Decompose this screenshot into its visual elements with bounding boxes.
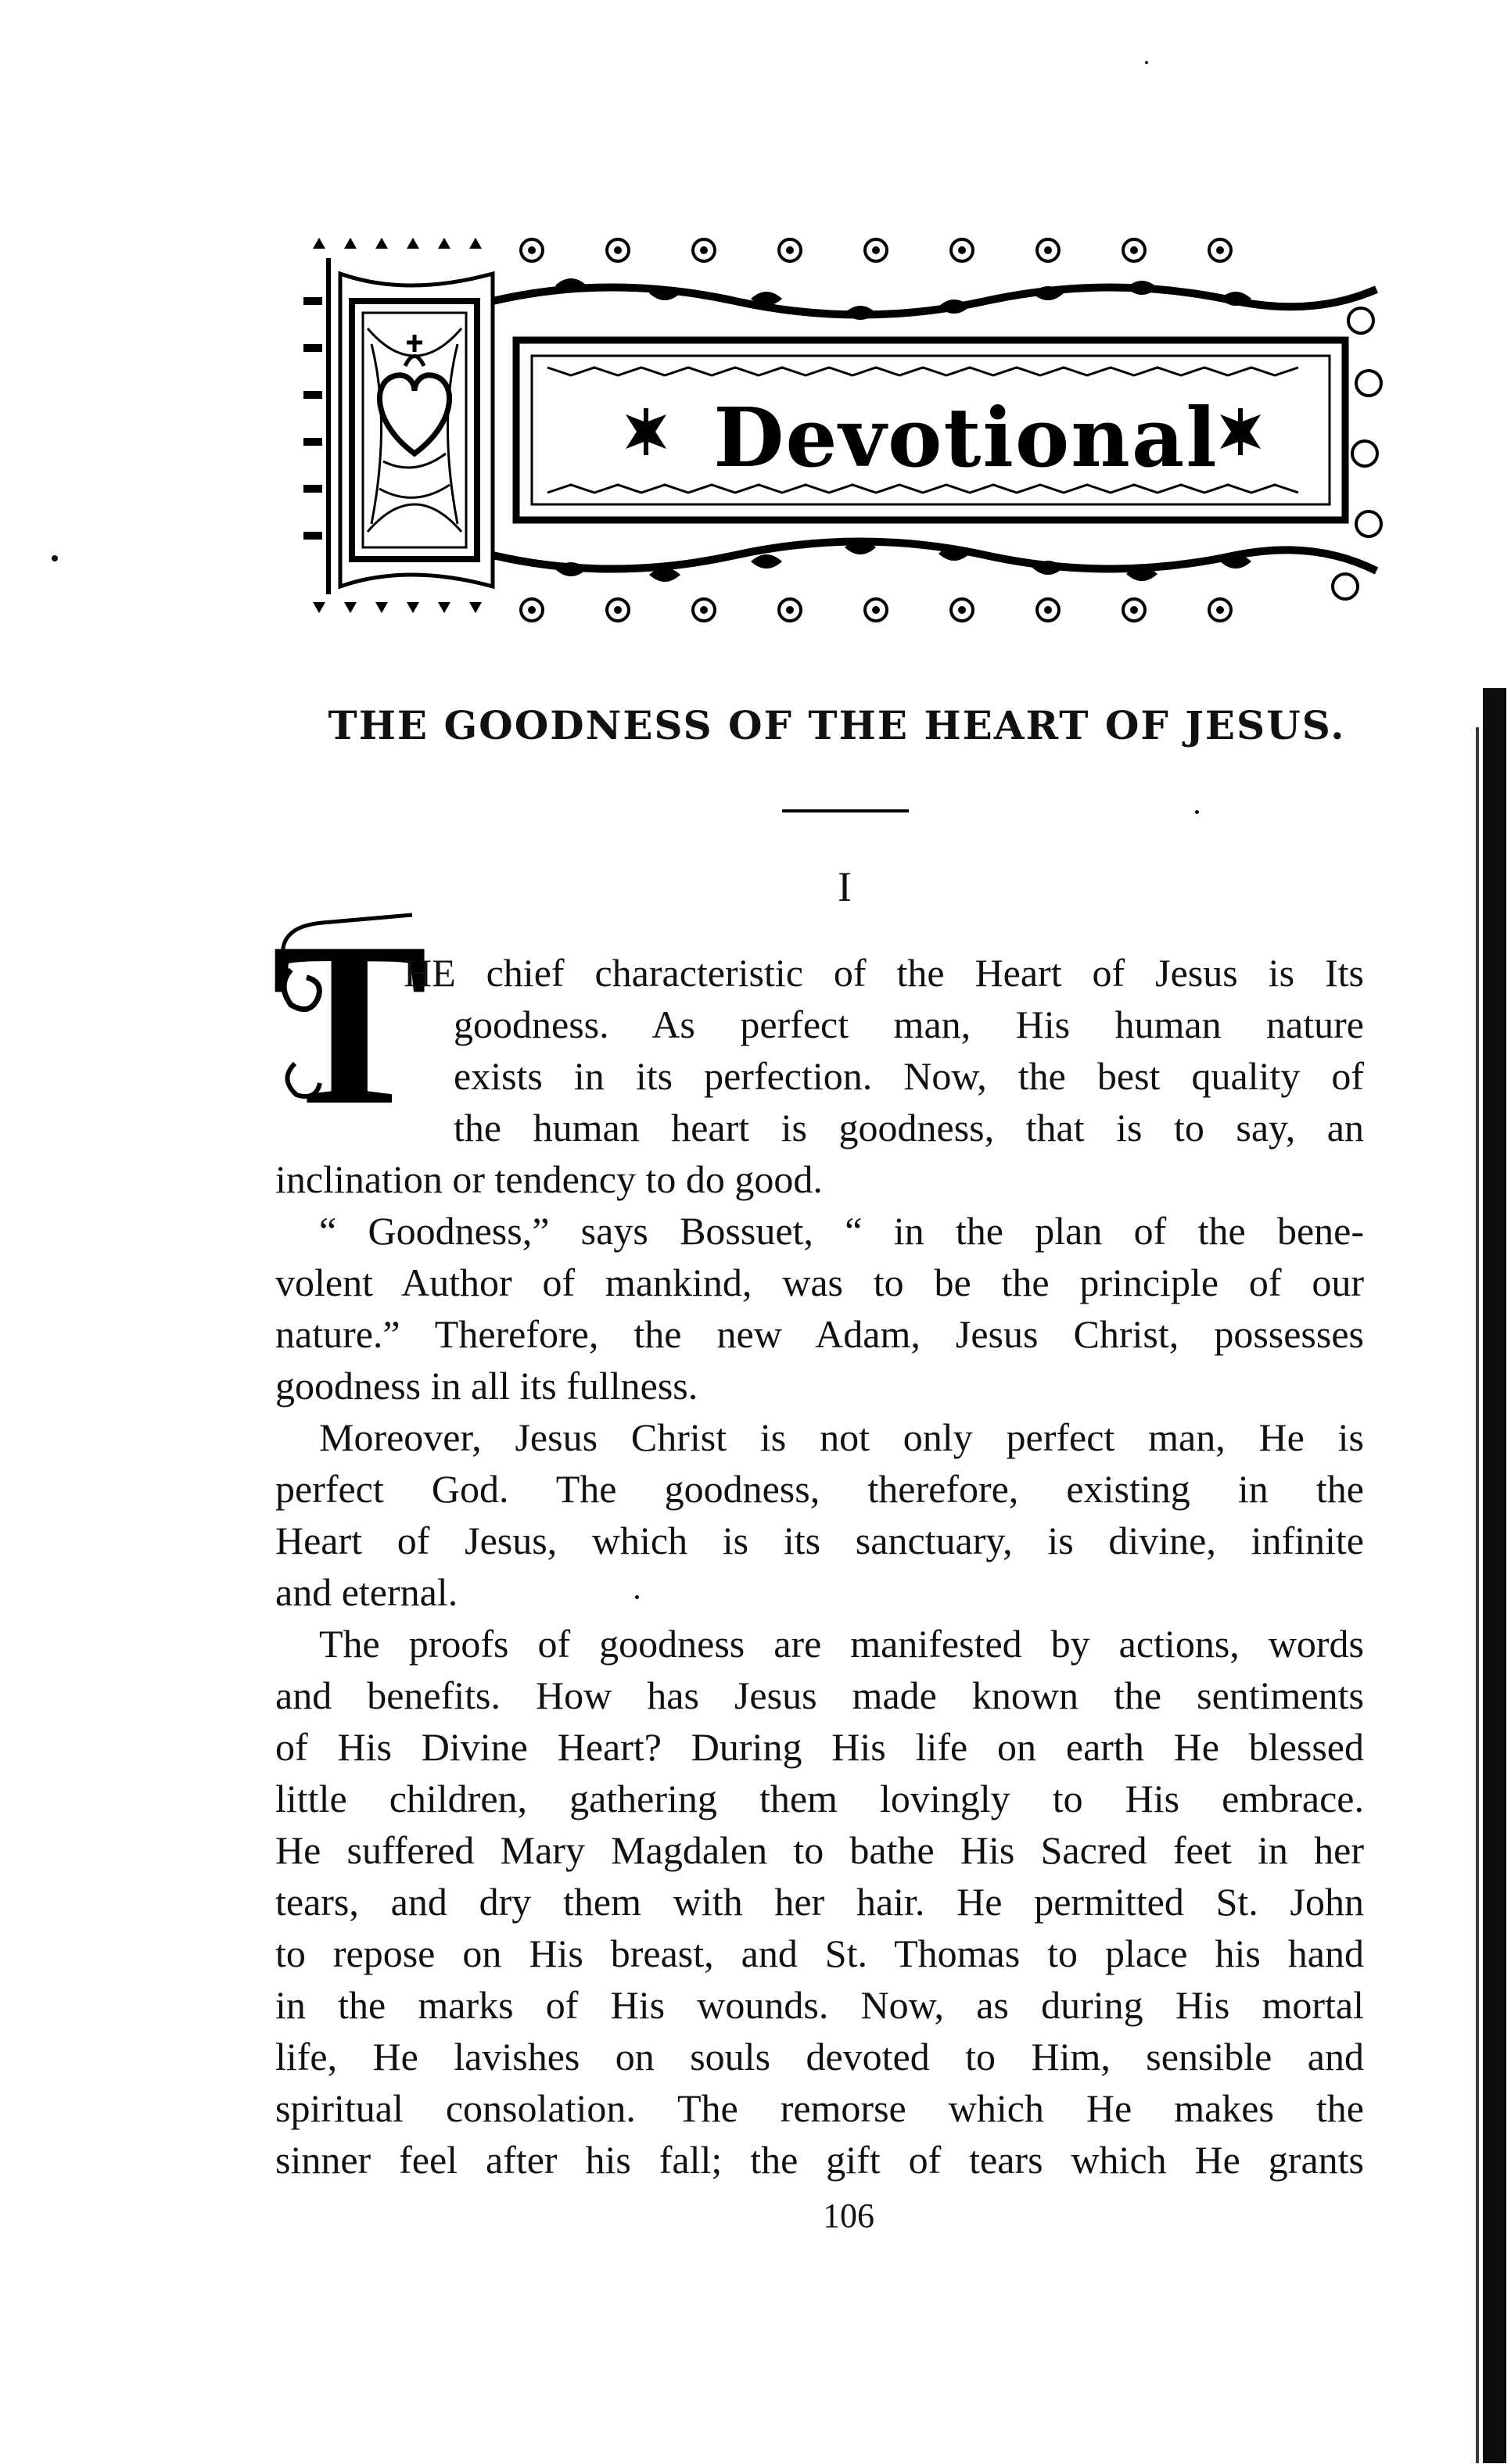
page-number: 106 [823,2197,874,2235]
text-line: little children, gathering them lovingly to His embrace. [275,1777,1364,1820]
text-line: HE chief characteristic of the Heart of Jesus is Its [404,951,1364,995]
section-title: Devotional [713,389,1218,486]
text-line: “ Goodness,” says Bossuet, “ in the plan of the bene- [319,1209,1364,1253]
text-line: nature.” Therefore, the new Adam, Jesus Christ, possesses [275,1312,1364,1356]
chapter-heading: THE GOODNESS OF THE HEART OF JESUS. [328,702,1346,748]
text-line: spiritual consolation. The remorse which He makes the [275,2086,1364,2130]
text-line: goodness in all its fullness. [275,1364,698,1408]
dropcap-glyph: T [271,894,429,1153]
text-line: exists in its perfection. Now, the best quality of [454,1054,1364,1098]
text-line: volent Author of mankind, was to be the principle of our [275,1261,1364,1304]
text-line: to repose on His breast, and St. Thomas to place his hand [275,1931,1364,1975]
scan-speck [1145,61,1148,64]
text-line: tears, and dry them with her hair. He permitted St. John [275,1880,1364,1924]
text-line: of His Divine Heart? During His life on earth He blessed [275,1725,1364,1769]
heading-divider [782,809,909,812]
scan-speck [1195,810,1199,814]
text-line: The proofs of goodness are manifested by actions, words [319,1622,1364,1666]
text-line: perfect God. The goodness, therefore, existing in the [275,1467,1364,1511]
text-line: in the marks of His wounds. Now, as during His mortal [275,1983,1364,2027]
text-line: inclination or tendency to do good. [275,1157,823,1201]
text-line: and benefits. How has Jesus made known the sentiments [275,1673,1364,1717]
text-line: He suffered Mary Magdalen to bathe His Sacred feet in her [275,1828,1364,1872]
scan-speck [635,1595,639,1599]
scan-speck [52,555,58,561]
text-line: life, He lavishes on souls devoted to Him, sensible and [275,2035,1364,2078]
section-number: I [838,863,852,910]
text-line: Heart of Jesus, which is its sanctuary, is divine, infinite [275,1519,1364,1562]
text-line: sinner feel after his fall; the gift of tears which He grants [275,2138,1364,2182]
page-edge-line [1476,727,1479,2463]
text-line: the human heart is goodness, that is to say, an [454,1106,1364,1150]
page-edge-shadow [1483,688,1506,2463]
text-line: goodness. As perfect man, His human nature [454,1002,1364,1046]
text-line: and eternal. [275,1570,458,1614]
dropcap-letter [271,894,429,1153]
text-line: Moreover, Jesus Christ is not only perfect man, He is [319,1415,1364,1459]
